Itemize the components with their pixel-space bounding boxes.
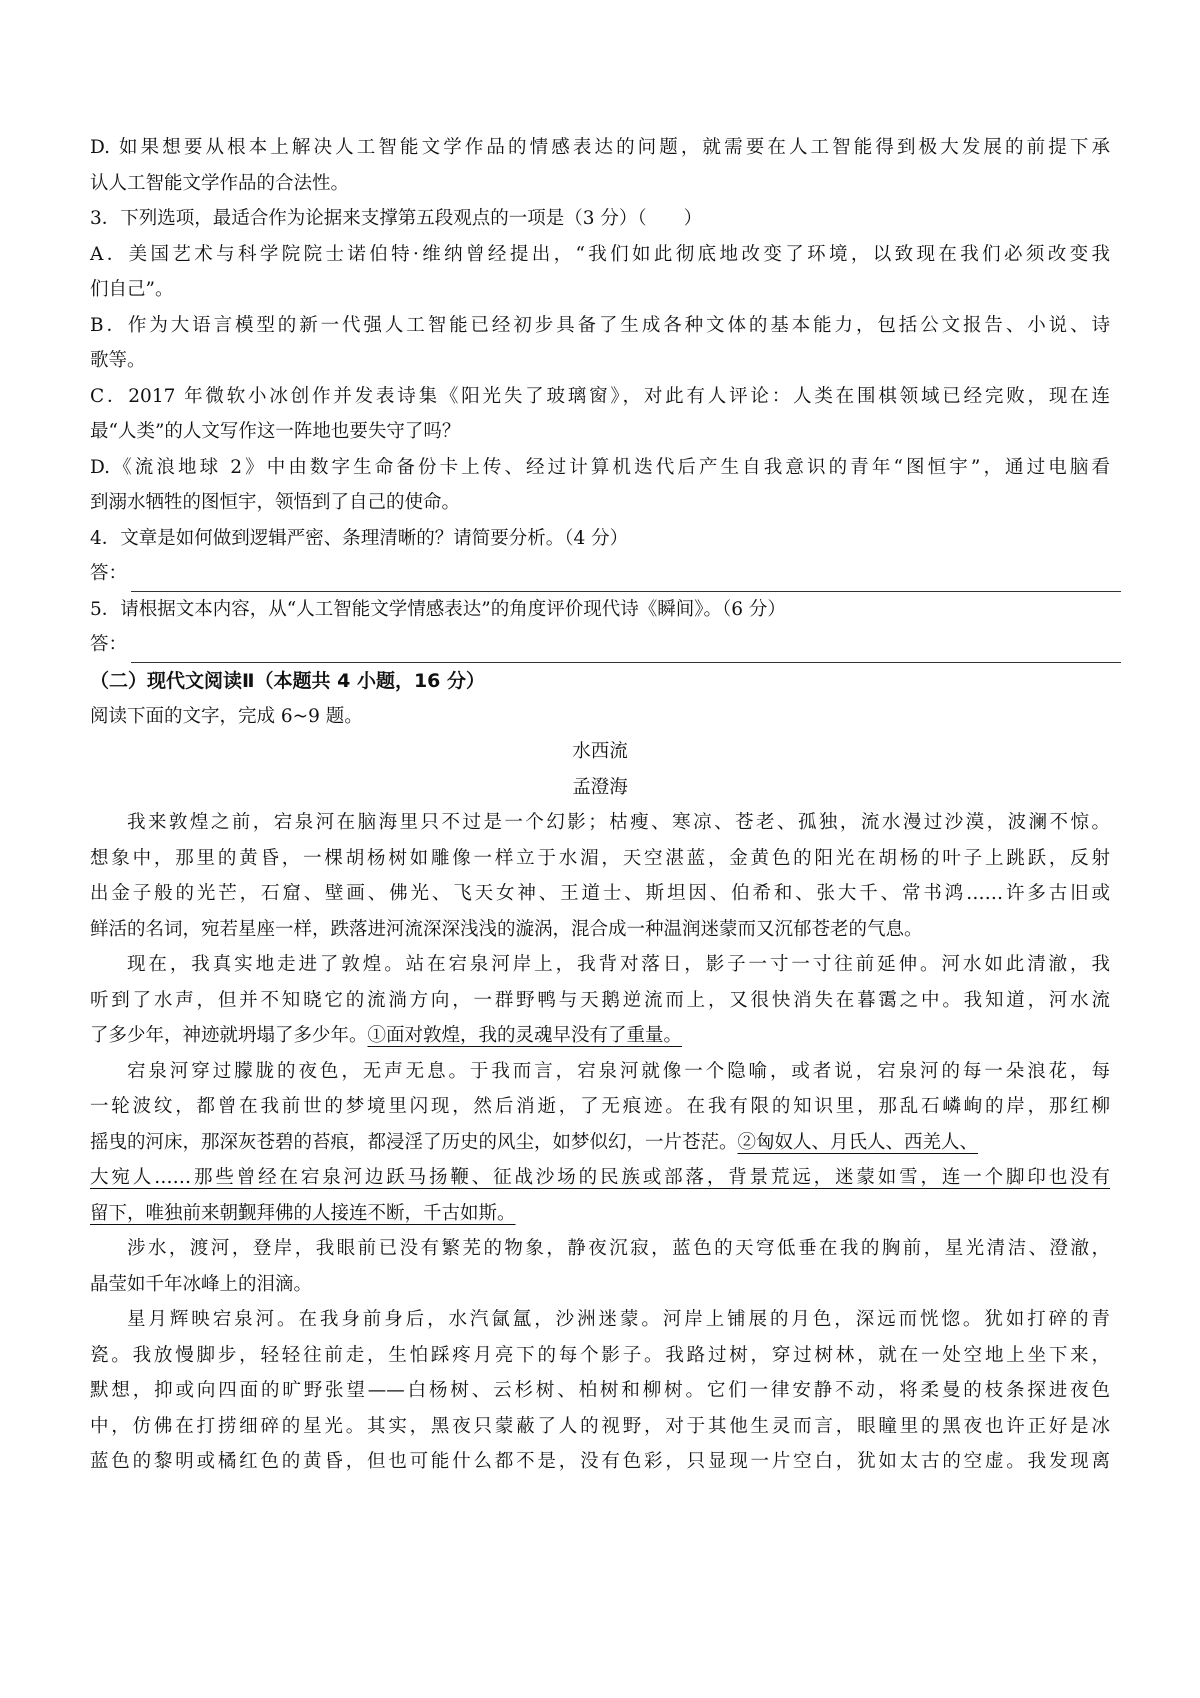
p3-line3-text: 摇曳的河床，那深灰苍碧的苔痕，都浸淫了历史的风尘，如梦似幻，一片苍茫。: [90, 1131, 738, 1153]
q5-stem: 5．请根据文本内容，从“人工智能文学情感表达”的角度评价现代诗《瞬间》。（6 分）: [90, 598, 786, 620]
p2-line2: 听到了水声，但并不知晓它的流淌方向，一群野鸭与天鹅逆流而上，又很快消失在暮霭之中。我知道，河水流: [90, 989, 1110, 1011]
p5-line4: 中，仿佛在打捞细碎的星光。其实，黑夜只蒙蔽了人的视野，对于其他生灵而言，眼瞳里的黑夜也许正好是冰: [90, 1415, 1110, 1437]
q4-answer-line[interactable]: [131, 567, 1121, 592]
q3-option-c-line2: 最“人类”的人文写作这一阵地也要失守了吗？: [90, 421, 461, 442]
q3-option-a-line1: A．美国艺术与科学院院士诺伯特·维纳曾经提出，“我们如此彻底地改变了环境，以致现在我们必须改变我: [90, 243, 1110, 265]
p2-line1: 现在，我真实地走进了敦煌。站在宕泉河岸上，我背对落日，影子一寸一寸往前延伸。河水如此清澈，我: [127, 954, 1110, 975]
q5-answer-label: 答：: [90, 634, 128, 655]
passage-author: 孟澄海: [572, 776, 628, 798]
underlined-sentence-2-part2: 大宛人……那些曾经在宕泉河边跃马扬鞭、征战沙场的民族或部落，背景荒远，迷蒙如雪，连一个脚印也没有: [90, 1167, 1110, 1188]
q5-answer-line[interactable]: [131, 638, 1121, 663]
passage-title: 水西流: [572, 741, 628, 762]
p5-line2: 瓷。我放慢脚步，轻轻往前走，生怕踩疼月亮下的每个影子。我路过树，穿过树林，就在一处空地上坐下来，: [90, 1344, 1110, 1366]
p5-line3: 默想，抑或向四面的旷野张望——白杨树、云杉树、柏树和柳树。它们一律安静不动，将柔曼的枝条探进夜色: [90, 1380, 1110, 1401]
p3-line5: [90, 1196, 1110, 1232]
p2-line3-text: 了多少年，神迹就坍塌了多少年。: [90, 1025, 368, 1046]
q3-option-b-line1: B．作为大语言模型的新一代强人工智能已经初步具备了生成各种文体的基本能力，包括公文报告、小说、诗: [90, 314, 1110, 336]
q3-option-d-line1: D.《流浪地球 2》中由数字生命备份卡上传、经过计算机迭代后产生自我意识的青年“图恒宇”，通过电脑看: [90, 456, 1110, 478]
p3-line1: 宕泉河穿过朦胧的夜色，无声无息。于我而言，宕泉河就像一个隐喻，或者说，宕泉河的每一朵浪花，每: [127, 1060, 1110, 1082]
underlined-sentence-1: ①面对敦煌，我的灵魂早没有了重量。: [367, 1025, 683, 1046]
q4-stem: 4．文章是如何做到逻辑严密、条理清晰的？请简要分析。（4 分）: [90, 527, 629, 549]
q4-answer-label: 答：: [90, 563, 128, 584]
p3-line3: [90, 1125, 1110, 1161]
p4-line1: 涉水，渡河，登岸，我眼前已没有繁芜的物象，静夜沉寂，蓝色的天穹低垂在我的胸前，星光清洁、澄澈，: [127, 1238, 1110, 1259]
p1-line4: 鲜活的名词，宛若星座一样，跌落进河流深深浅浅的漩涡，混合成一种温润迷蒙而又沉郁苍老的气息。: [90, 918, 923, 940]
underlined-sentence-2-part3: 留下，唯独前来朝觐拜佛的人接连不断，千古如斯。: [90, 1202, 516, 1224]
q3-option-a-line2: 们自己”。: [90, 279, 174, 300]
q4-answer-row: [90, 556, 1110, 592]
q3-option-c-line1: C．2017 年微软小冰创作并发表诗集《阳光失了玻璃窗》，对此有人评论：人类在围棋领域已经完败，现在连: [90, 385, 1110, 407]
p3-line4: [90, 1160, 1110, 1196]
q3-option-b-line2: 歌等。: [90, 350, 146, 371]
p1-line2: 想象中，那里的黄昏，一棵胡杨树如雕像一样立于水湄，天空湛蓝，金黄色的阳光在胡杨的叶子上跳跃，反射: [90, 847, 1110, 869]
p4-line2: 晶莹如千年冰峰上的泪滴。: [90, 1273, 313, 1295]
p1-line1: 我来敦煌之前，宕泉河在脑海里只不过是一个幻影；枯瘦、寒凉、苍老、孤独，流水漫过沙漠，波澜不惊。: [127, 812, 1110, 833]
section-heading: （二）现代文阅读Ⅱ（本题共 4 小题，16 分）: [90, 669, 486, 692]
q3-stem: 3．下列选项，最适合作为论据来支撑第五段观点的一项是（3 分）（ ）: [90, 208, 703, 229]
p1-line3: 出金子般的光芒，石窟、壁画、佛光、飞天女神、王道士、斯坦因、伯希和、张大千、常书鸿……许多古旧或: [90, 883, 1110, 904]
p5-line1: 星月辉映宕泉河。在我身前身后，水汽氤氲，沙洲迷蒙。河岸上铺展的月色，深远而恍惚。犹如打碎的青: [127, 1309, 1110, 1330]
p3-line2: 一轮波纹，都曾在我前世的梦境里闪现，然后消逝，了无痕迹。在我有限的知识里，那乱石嶙峋的岸，那红柳: [90, 1096, 1110, 1117]
q3-option-d-line2: 到溺水牺牲的图恒宇，领悟到了自己的使命。: [90, 492, 461, 513]
p5-line5: 蓝色的黎明或橘红色的黄昏，但也可能什么都不是，没有色彩，只显现一片空白，犹如太古的空虚。我发现离: [90, 1451, 1110, 1472]
p2-line3: [90, 1018, 1110, 1054]
underlined-sentence-2-part1: ②匈奴人、月氏人、西羌人、: [737, 1131, 979, 1153]
q5-answer-row: [90, 627, 1110, 663]
q2-option-d-line1: D. 如果想要从根本上解决人工智能文学作品的情感表达的问题，就需要在人工智能得到极大发展的前提下承: [90, 137, 1110, 158]
section-instruction: 阅读下面的文字，完成 6~9 题。: [90, 705, 363, 727]
q2-option-d-line2: 认人工智能文学作品的合法性。: [90, 172, 350, 194]
